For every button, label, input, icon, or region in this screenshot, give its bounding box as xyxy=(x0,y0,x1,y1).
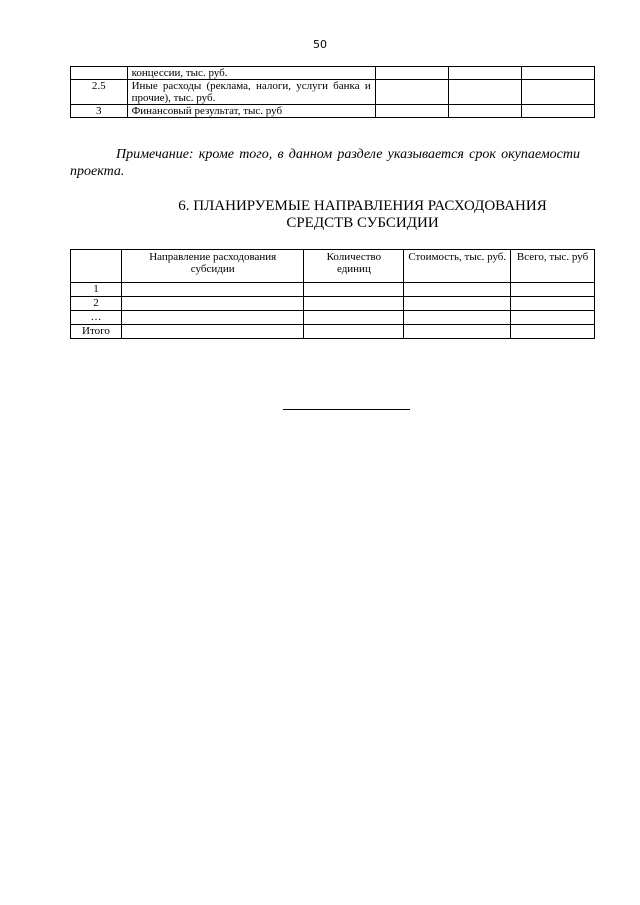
table-cell xyxy=(304,311,404,325)
header-cell xyxy=(71,250,122,283)
table-cell xyxy=(404,325,511,339)
table-row xyxy=(71,297,595,311)
header-cell: Количество единиц xyxy=(304,250,404,283)
table-row xyxy=(71,283,595,297)
row-number: 2.5 xyxy=(71,80,128,105)
row-name: концессии, тыс. руб. xyxy=(127,67,375,80)
row-name: Иные расходы (реклама, налоги, услуги банка и прочие), тыс. руб. xyxy=(127,80,375,105)
table-cell xyxy=(521,105,594,118)
row-number: 3 xyxy=(71,105,128,118)
table-row xyxy=(71,67,595,80)
expenses-table xyxy=(70,249,595,339)
table-cell xyxy=(511,297,595,311)
table-cell xyxy=(511,311,595,325)
table-cell xyxy=(304,325,404,339)
table-row xyxy=(71,105,595,118)
table-cell xyxy=(304,283,404,297)
row-number: 2 xyxy=(71,297,122,311)
header-cell: Направление расходования субсидии xyxy=(121,250,304,283)
footer-divider xyxy=(283,409,410,410)
header-cell: Стоимость, тыс. руб. xyxy=(404,250,511,283)
table-cell xyxy=(375,67,448,80)
table-cell xyxy=(375,80,448,105)
table-cell xyxy=(448,105,521,118)
section-title: 6. ПЛАНИРУЕМЫЕ НАПРАВЛЕНИЯ РАСХОДОВАНИЯ СРЕДСТВ СУБСИДИИ xyxy=(178,198,547,231)
table-cell xyxy=(448,80,521,105)
finance-table xyxy=(70,66,595,118)
table-header-row xyxy=(71,250,595,283)
row-number: Итого xyxy=(71,325,122,339)
table-row xyxy=(71,311,595,325)
table-cell xyxy=(521,80,594,105)
note-paragraph: Примечание: кроме того, в данном разделе указывается срок окупаемости проекта. xyxy=(70,147,580,179)
row-name: Финансовый результат, тыс. руб xyxy=(127,105,375,118)
table-cell xyxy=(521,67,594,80)
page-number: 50 xyxy=(313,38,327,51)
row-number xyxy=(71,67,128,80)
table-cell xyxy=(404,311,511,325)
table-cell xyxy=(121,283,304,297)
table-row xyxy=(71,80,595,105)
row-number: … xyxy=(71,311,122,325)
table-cell xyxy=(404,283,511,297)
table-cell xyxy=(121,311,304,325)
table-cell xyxy=(121,297,304,311)
table-cell xyxy=(404,297,511,311)
table-cell xyxy=(304,297,404,311)
table-cell xyxy=(375,105,448,118)
header-cell: Всего, тыс. руб xyxy=(511,250,595,283)
table-cell xyxy=(511,283,595,297)
table-row xyxy=(71,325,595,339)
table-cell xyxy=(511,325,595,339)
table-cell xyxy=(121,325,304,339)
table-cell xyxy=(448,67,521,80)
row-number: 1 xyxy=(71,283,122,297)
